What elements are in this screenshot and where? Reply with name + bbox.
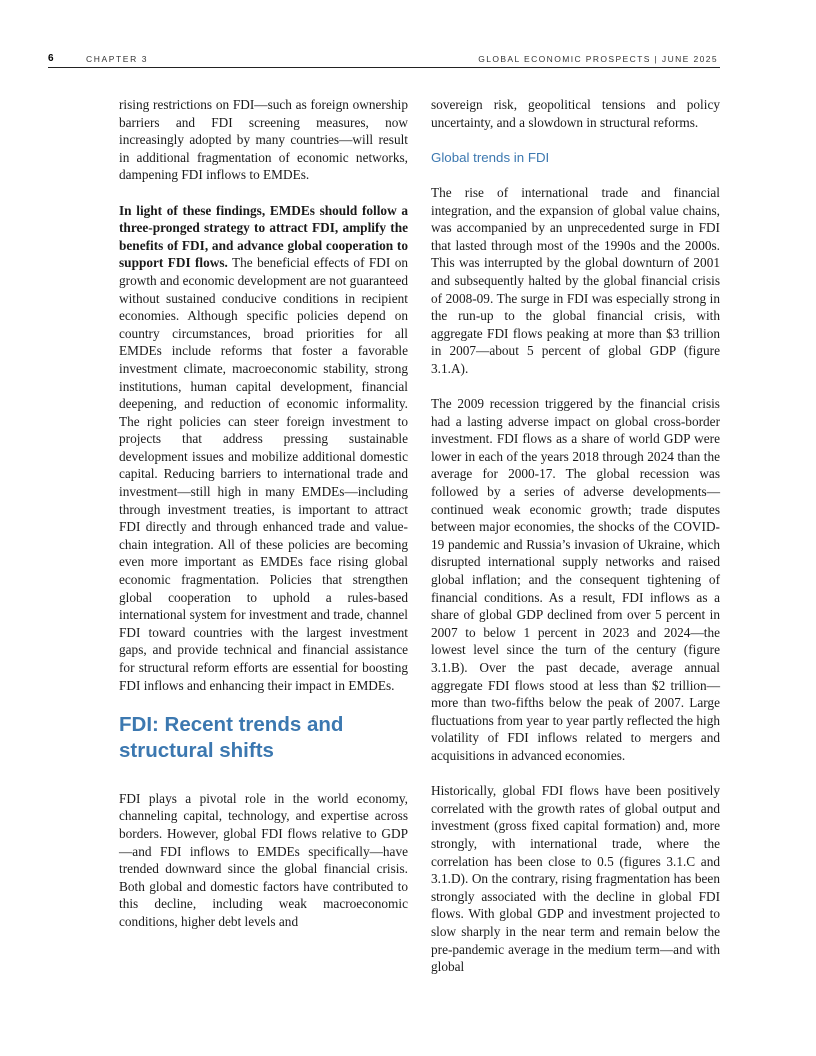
paragraph-sovereign-risk: sovereign risk, geopolitical tensions and policy uncertainty, and a slowdown in structural reforms. (431, 97, 720, 130)
paragraph-recession-impact: The 2009 recession triggered by the financial crisis had a lasting adverse impact on global cross-border investment. FDI flows as a share of world GDP were lower in each of the years 2018 through 2024 than the average for 2000-17. The global recession was followed by a series of adverse developments—continued weak economic growth; trade disputes between major economies, the shocks of the COVID-19 pandemic and Russia’s invasion of Ukraine, which disrupted international supply networks and raised global inflation; and the consequent tightening of financial conditions. As a result, FDI inflows as a share of global GDP declined from over 5 percent in 2007 to below 1 percent in 2023 and 2024—the lowest level since the turn of the century (figure 3.1.B). Over the past decade, average annual aggregate FDI flows stood at less than $2 trillion—more than two-fifths below the peak of 2007. Large fluctuations from year to year partly reflected the high volatility of FDI inflows related to mergers and acquisitions in advanced economies. (431, 396, 720, 763)
subsection-heading: Global trends in FDI (431, 149, 550, 165)
section-heading: FDI: Recent trends and structural shifts (119, 712, 344, 762)
paragraph-correlation: Historically, global FDI flows have been positively correlated with the growth rates of global output and investment (gross fixed capital formation) and, more strongly, with international trade, where the correlation has been close to 0.5 (figures 3.1.C and 3.1.D). On the contrary, rising fragmentation has been strongly associated with the decline in global FDI flows. With global GDP and investment projected to slow sharply in the near term and remain below the pre-pandemic average in the medium term—and with global (431, 783, 720, 975)
paragraph-fdi-role: FDI plays a pivotal role in the world economy, channeling capital, technology, and expertise across borders. However, global FDI flows relative to GDP—and FDI inflows to EMDEs specifically—have trended downward since the global financial crisis. Both global and domestic factors have contributed to this decline, including weak macroeconomic conditions, higher debt levels and (119, 790, 408, 929)
policy-strategy-body: The beneficial effects of FDI on growth and economic development are not guaranteed without sustained conducive conditions in recipient economies. Although specific policies depend on country circumstances, broad priorities for all EMDEs include reforms that foster a favorable investment climate, macroeconomic stability, strong institutions, human capital development, financial deepening, and reduction of economic informality. The right policies can steer foreign investment to projects that address pressing sustainable development issues and mobilize additional domestic capital. Reducing barriers to international trade and investment—still high in many EMDEs—including through investment treaties, is important to attract FDI directly and through enhanced trade and value-chain integration. All of these policies are becoming even more important as EMDEs face rising global economic fragmentation. Policies that strengthen global cooperation to uphold a rules-based international system for investment and trade, channel FDI toward countries with the largest investment gaps, and provide technical and financial assistance for structural reform efforts are essential for boosting FDI inflows and enhancing their impact in EMDEs. (119, 255, 408, 693)
chapter-label: CHAPTER 3 (86, 54, 149, 64)
paragraph-fdi-surge: The rise of international trade and financial integration, and the expansion of global value chains, was accompanied by an unprecedented surge in FDI that lasted through most of the 1990s and the 2000s. This was interrupted by the global downturn of 2001 and subsequently halted by the global financial crisis of 2008-09. The surge in FDI was especially strong in the run-up to the global financial crisis, with aggregate FDI flows peaking at more than $3 trillion in 2007—about 5 percent of global GDP (figure 3.1.A). (431, 184, 720, 376)
header-divider (48, 67, 720, 68)
publication-title: GLOBAL ECONOMIC PROSPECTS | JUNE 2025 (478, 54, 718, 64)
right-column (431, 96, 720, 976)
page-number: 6 (48, 53, 54, 64)
left-column (119, 96, 408, 931)
policy-strategy-lead: In light of these findings, EMDEs should follow a three-pronged strategy to attract FDI, amplify the benefits of FDI, and advance global cooperation to support FDI flows. (119, 202, 408, 271)
paragraph-fragmentation: rising restrictions on FDI—such as foreign ownership barriers and FDI screening measures, now increasingly adopted by many countries—will result in additional fragmentation of economic networks, dampening FDI inflows to EMDEs. (119, 97, 408, 183)
paragraph-policy-strategy (119, 202, 408, 695)
